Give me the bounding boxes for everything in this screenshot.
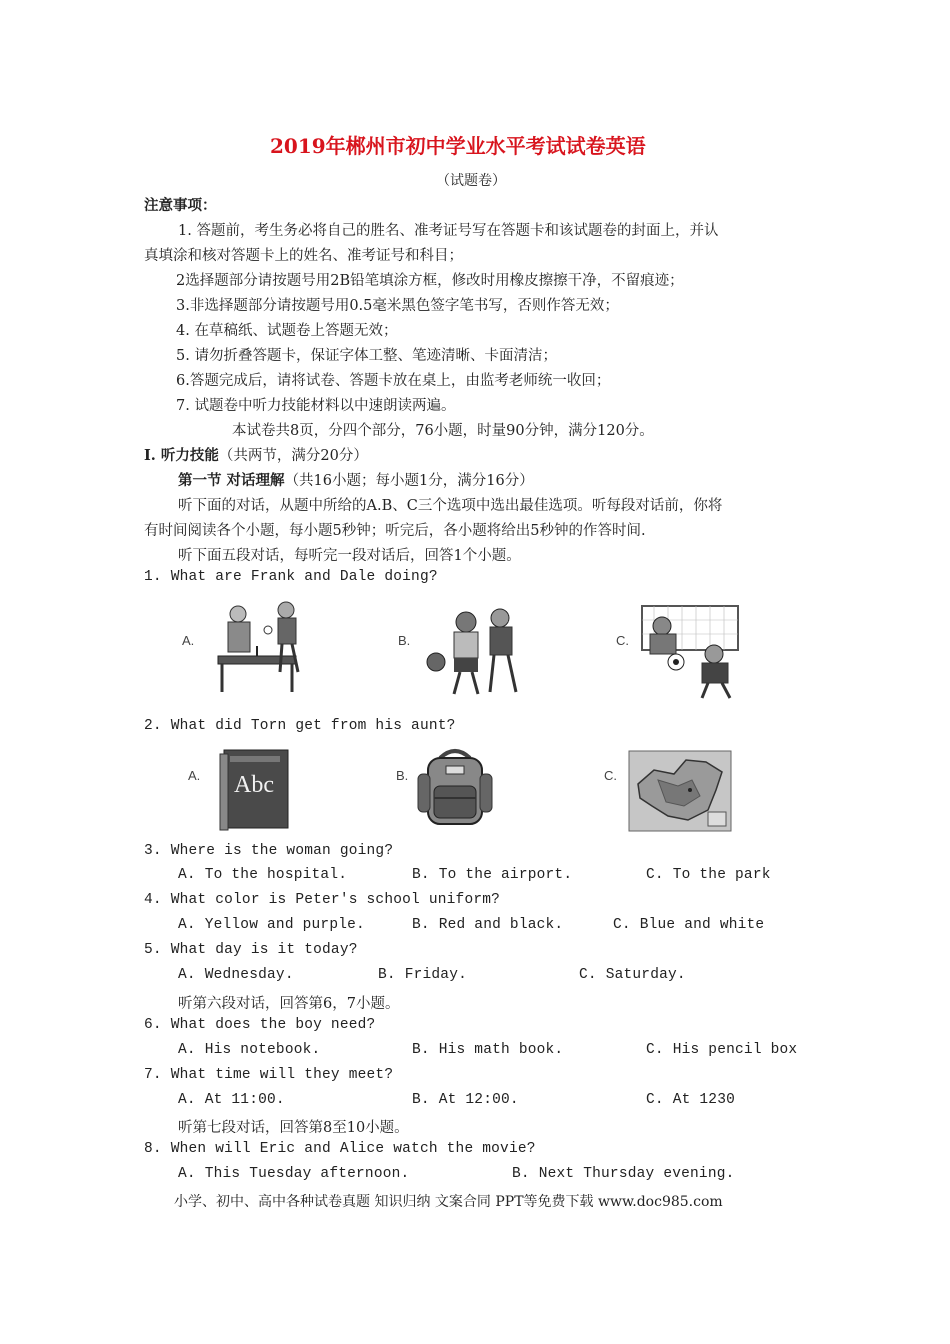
q5-option-b: B. Friday.	[378, 967, 468, 983]
notice-heading: 注意事项：	[144, 197, 217, 214]
q8-option-a: A. This Tuesday afternoon.	[178, 1166, 410, 1182]
notice-item-2: 2选择题部分请按题号用2B铅笔填涂方框，修改时用橡皮擦擦干净，不留痕迹；	[176, 273, 684, 289]
q3-option-c: C. To the park	[646, 867, 771, 883]
instructions-line-2: 有时间阅读各个小题，每小题5秒钟；听完后，各小题将给出5秒钟的作答时间.	[144, 523, 646, 539]
part-heading	[144, 444, 368, 465]
q4-option-b: B. Red and black.	[412, 917, 564, 933]
notice-item-5: 5. 请勿折叠答题卡，保证字体工整、笔迹清晰、卡面清洁；	[176, 348, 557, 364]
basketball-illustration	[424, 606, 524, 698]
q2-option-a-label: A.	[188, 768, 201, 783]
question-4: 4. What color is Peter's school uniform?	[144, 892, 501, 908]
question-1: 1. What are Frank and Dale doing?	[144, 569, 438, 585]
q7-option-c: C. At 1230	[646, 1092, 736, 1108]
notice-item-1-line-2: 真填涂和核对答题卡上的姓名、准考证号和科目；	[144, 248, 463, 264]
soccer-illustration	[640, 604, 744, 700]
instructions-six-dialogue: 听第六段对话，回答第6，7小题。	[178, 996, 400, 1012]
instructions-seven-dialogue: 听第七段对话，回答第8至10小题。	[178, 1120, 409, 1136]
footer-text: 小学、初中、高中各种试卷真题 知识归纳 文案合同 PPT等免费下载 www.doc985.com	[174, 1194, 723, 1210]
q7-option-b: B. At 12:00.	[412, 1092, 519, 1108]
notice-item-7: 7. 试题卷中听力技能材料以中速朗读两遍。	[176, 398, 456, 414]
part-heading-detail: （共两节，满分20分）	[218, 448, 368, 464]
q5-option-c: C. Saturday.	[579, 967, 686, 983]
section-heading-label: 第一节 对话理解	[178, 472, 285, 489]
page-title: 2019年郴州市初中学业水平考试试卷英语	[270, 134, 646, 158]
q6-option-c: C. His pencil box	[646, 1042, 798, 1058]
q7-option-a: A. At 11:00.	[178, 1092, 285, 1108]
question-8: 8. When will Eric and Alice watch the movie?	[144, 1141, 536, 1157]
q4-option-a: A. Yellow and purple.	[178, 917, 365, 933]
q5-option-a: A. Wednesday.	[178, 967, 294, 983]
notice-item-3: 3.非选择题部分请按题号用0.5毫米黑色签字笔书写，否则作答无效；	[176, 298, 619, 314]
q3-option-b: B. To the airport.	[412, 867, 573, 883]
q6-option-a: A. His notebook.	[178, 1042, 321, 1058]
notice-item-1-line-1: 1. 答题前，考生务必将自己的胜名、准考证号写在答题卡和该试题卷的封面上，并认	[178, 223, 719, 239]
q8-option-b: B. Next Thursday evening.	[512, 1166, 735, 1182]
notice-item-4: 4. 在草稿纸、试题卷上答题无效；	[176, 323, 398, 339]
q2-option-b-label: B.	[396, 768, 409, 783]
book-illustration	[218, 746, 292, 832]
q1-option-b-label: B.	[398, 633, 411, 648]
q4-option-c: C. Blue and white	[613, 917, 765, 933]
q1-option-c-label: C.	[616, 633, 629, 648]
question-5: 5. What day is it today?	[144, 942, 358, 958]
question-2: 2. What did Torn get from his aunt?	[144, 718, 456, 734]
notice-summary: 本试卷共8页，分四个部分，76小题，时量90分钟，满分120分。	[232, 423, 654, 439]
question-6: 6. What does the boy need?	[144, 1017, 376, 1033]
ping-pong-illustration	[208, 600, 308, 696]
instructions-line-1: 听下面的对话，从题中所给的A.B、C三个选项中选出最佳选项。听每段对话前，你将	[178, 498, 723, 514]
section-heading	[178, 469, 534, 490]
q1-option-a-label: A.	[182, 633, 195, 648]
part-heading-label: I. 听力技能	[144, 447, 219, 464]
map-illustration	[628, 750, 732, 832]
section-heading-detail: （共16小题；每小题1分，满分16分）	[284, 473, 534, 489]
q3-option-a: A. To the hospital.	[178, 867, 348, 883]
backpack-illustration	[410, 744, 500, 832]
q2-option-c-label: C.	[604, 768, 617, 783]
book-cover-text: Abc	[234, 772, 274, 798]
q6-option-b: B. His math book.	[412, 1042, 564, 1058]
question-7: 7. What time will they meet?	[144, 1067, 394, 1083]
page-subtitle: （试题卷）	[436, 173, 506, 189]
notice-item-6: 6.答题完成后，请将试卷、答题卡放在桌上，由监考老师统一收回；	[176, 373, 611, 389]
instructions-five-dialogues: 听下面五段对话，每听完一段对话后，回答1个小题。	[178, 548, 521, 564]
question-3: 3. Where is the woman going?	[144, 843, 394, 859]
